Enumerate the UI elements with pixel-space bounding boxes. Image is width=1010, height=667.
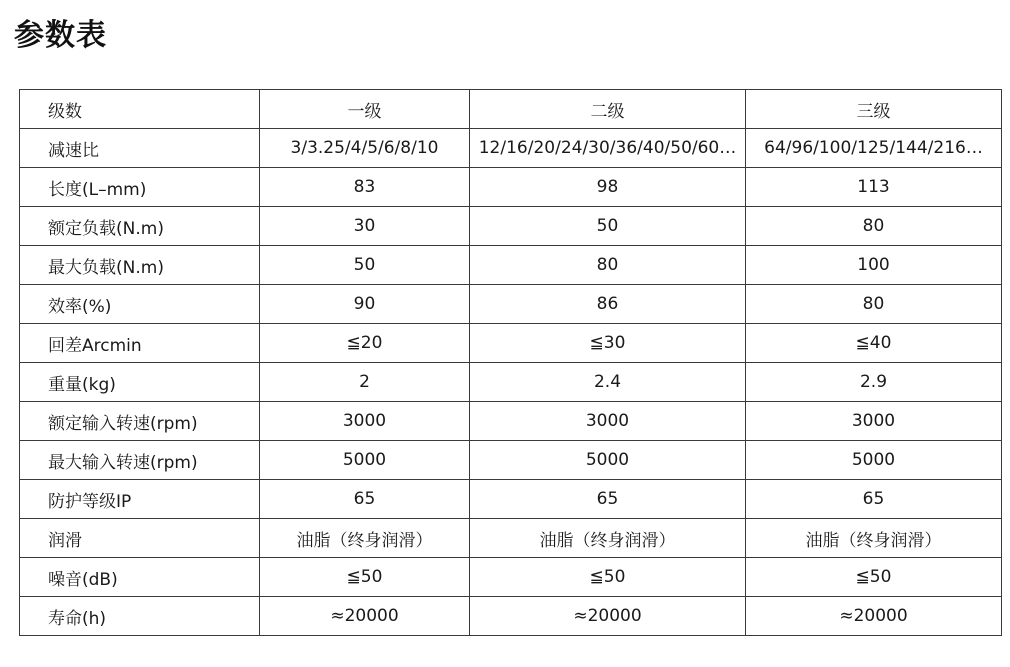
cell-value: 113 xyxy=(746,168,1002,207)
cell-value: 83 xyxy=(260,168,470,207)
cell-value: 3000 xyxy=(260,402,470,441)
row-label: 最大输入转速(rpm) xyxy=(20,441,260,480)
cell-value: 86 xyxy=(470,285,746,324)
cell-value: 3/3.25/4/5/6/8/10 xyxy=(260,129,470,168)
cell-value: 50 xyxy=(470,207,746,246)
table-header-row xyxy=(20,90,1002,129)
row-label: 回差Arcmin xyxy=(20,324,260,363)
cell-value: 油脂（终身润滑） xyxy=(260,519,470,558)
cell-value: 5000 xyxy=(470,441,746,480)
cell-value: ≦30 xyxy=(470,324,746,363)
table-row xyxy=(20,363,1002,402)
row-label: 额定输入转速(rpm) xyxy=(20,402,260,441)
cell-value: 100 xyxy=(746,246,1002,285)
cell-value: ≈20000 xyxy=(746,597,1002,636)
header-label-stage: 级数 xyxy=(20,90,260,129)
cell-value: 2.9 xyxy=(746,363,1002,402)
header-stage-1: 一级 xyxy=(260,90,470,129)
cell-value: 3000 xyxy=(746,402,1002,441)
table-row xyxy=(20,402,1002,441)
table-row xyxy=(20,480,1002,519)
table-row xyxy=(20,168,1002,207)
cell-value: 2 xyxy=(260,363,470,402)
table-row xyxy=(20,207,1002,246)
cell-value: 65 xyxy=(260,480,470,519)
row-label: 额定负载(N.m) xyxy=(20,207,260,246)
cell-value: 5000 xyxy=(260,441,470,480)
table-row xyxy=(20,246,1002,285)
table-row xyxy=(20,129,1002,168)
cell-value: ≦50 xyxy=(746,558,1002,597)
cell-value: 油脂（终身润滑） xyxy=(470,519,746,558)
cell-value: 65 xyxy=(470,480,746,519)
row-label: 长度(L–mm) xyxy=(20,168,260,207)
page-title: 参数表 xyxy=(14,18,107,53)
row-label: 寿命(h) xyxy=(20,597,260,636)
cell-value: ≈20000 xyxy=(260,597,470,636)
cell-value: 5000 xyxy=(746,441,1002,480)
header-stage-2: 二级 xyxy=(470,90,746,129)
row-label: 润滑 xyxy=(20,519,260,558)
row-label: 最大负载(N.m) xyxy=(20,246,260,285)
cell-value: 80 xyxy=(470,246,746,285)
cell-value: ≦20 xyxy=(260,324,470,363)
cell-value: 12/16/20/24/30/36/40/50/60… xyxy=(470,129,746,168)
cell-value: 油脂（终身润滑） xyxy=(746,519,1002,558)
table-row xyxy=(20,441,1002,480)
cell-value: 80 xyxy=(746,207,1002,246)
cell-value: ≦50 xyxy=(470,558,746,597)
cell-value: 3000 xyxy=(470,402,746,441)
cell-value: 90 xyxy=(260,285,470,324)
row-label: 防护等级IP xyxy=(20,480,260,519)
cell-value: ≈20000 xyxy=(470,597,746,636)
table-row xyxy=(20,558,1002,597)
table-row xyxy=(20,597,1002,636)
cell-value: 65 xyxy=(746,480,1002,519)
cell-value: 2.4 xyxy=(470,363,746,402)
row-label: 减速比 xyxy=(20,129,260,168)
cell-value: 64/96/100/125/144/216… xyxy=(746,129,1002,168)
row-label: 重量(kg) xyxy=(20,363,260,402)
spec-table xyxy=(19,89,1002,636)
cell-value: 30 xyxy=(260,207,470,246)
table-row xyxy=(20,324,1002,363)
cell-value: 80 xyxy=(746,285,1002,324)
row-label: 噪音(dB) xyxy=(20,558,260,597)
table-row xyxy=(20,519,1002,558)
row-label: 效率(%) xyxy=(20,285,260,324)
cell-value: 50 xyxy=(260,246,470,285)
cell-value: ≦40 xyxy=(746,324,1002,363)
header-stage-3: 三级 xyxy=(746,90,1002,129)
cell-value: 98 xyxy=(470,168,746,207)
table-row xyxy=(20,285,1002,324)
cell-value: ≦50 xyxy=(260,558,470,597)
